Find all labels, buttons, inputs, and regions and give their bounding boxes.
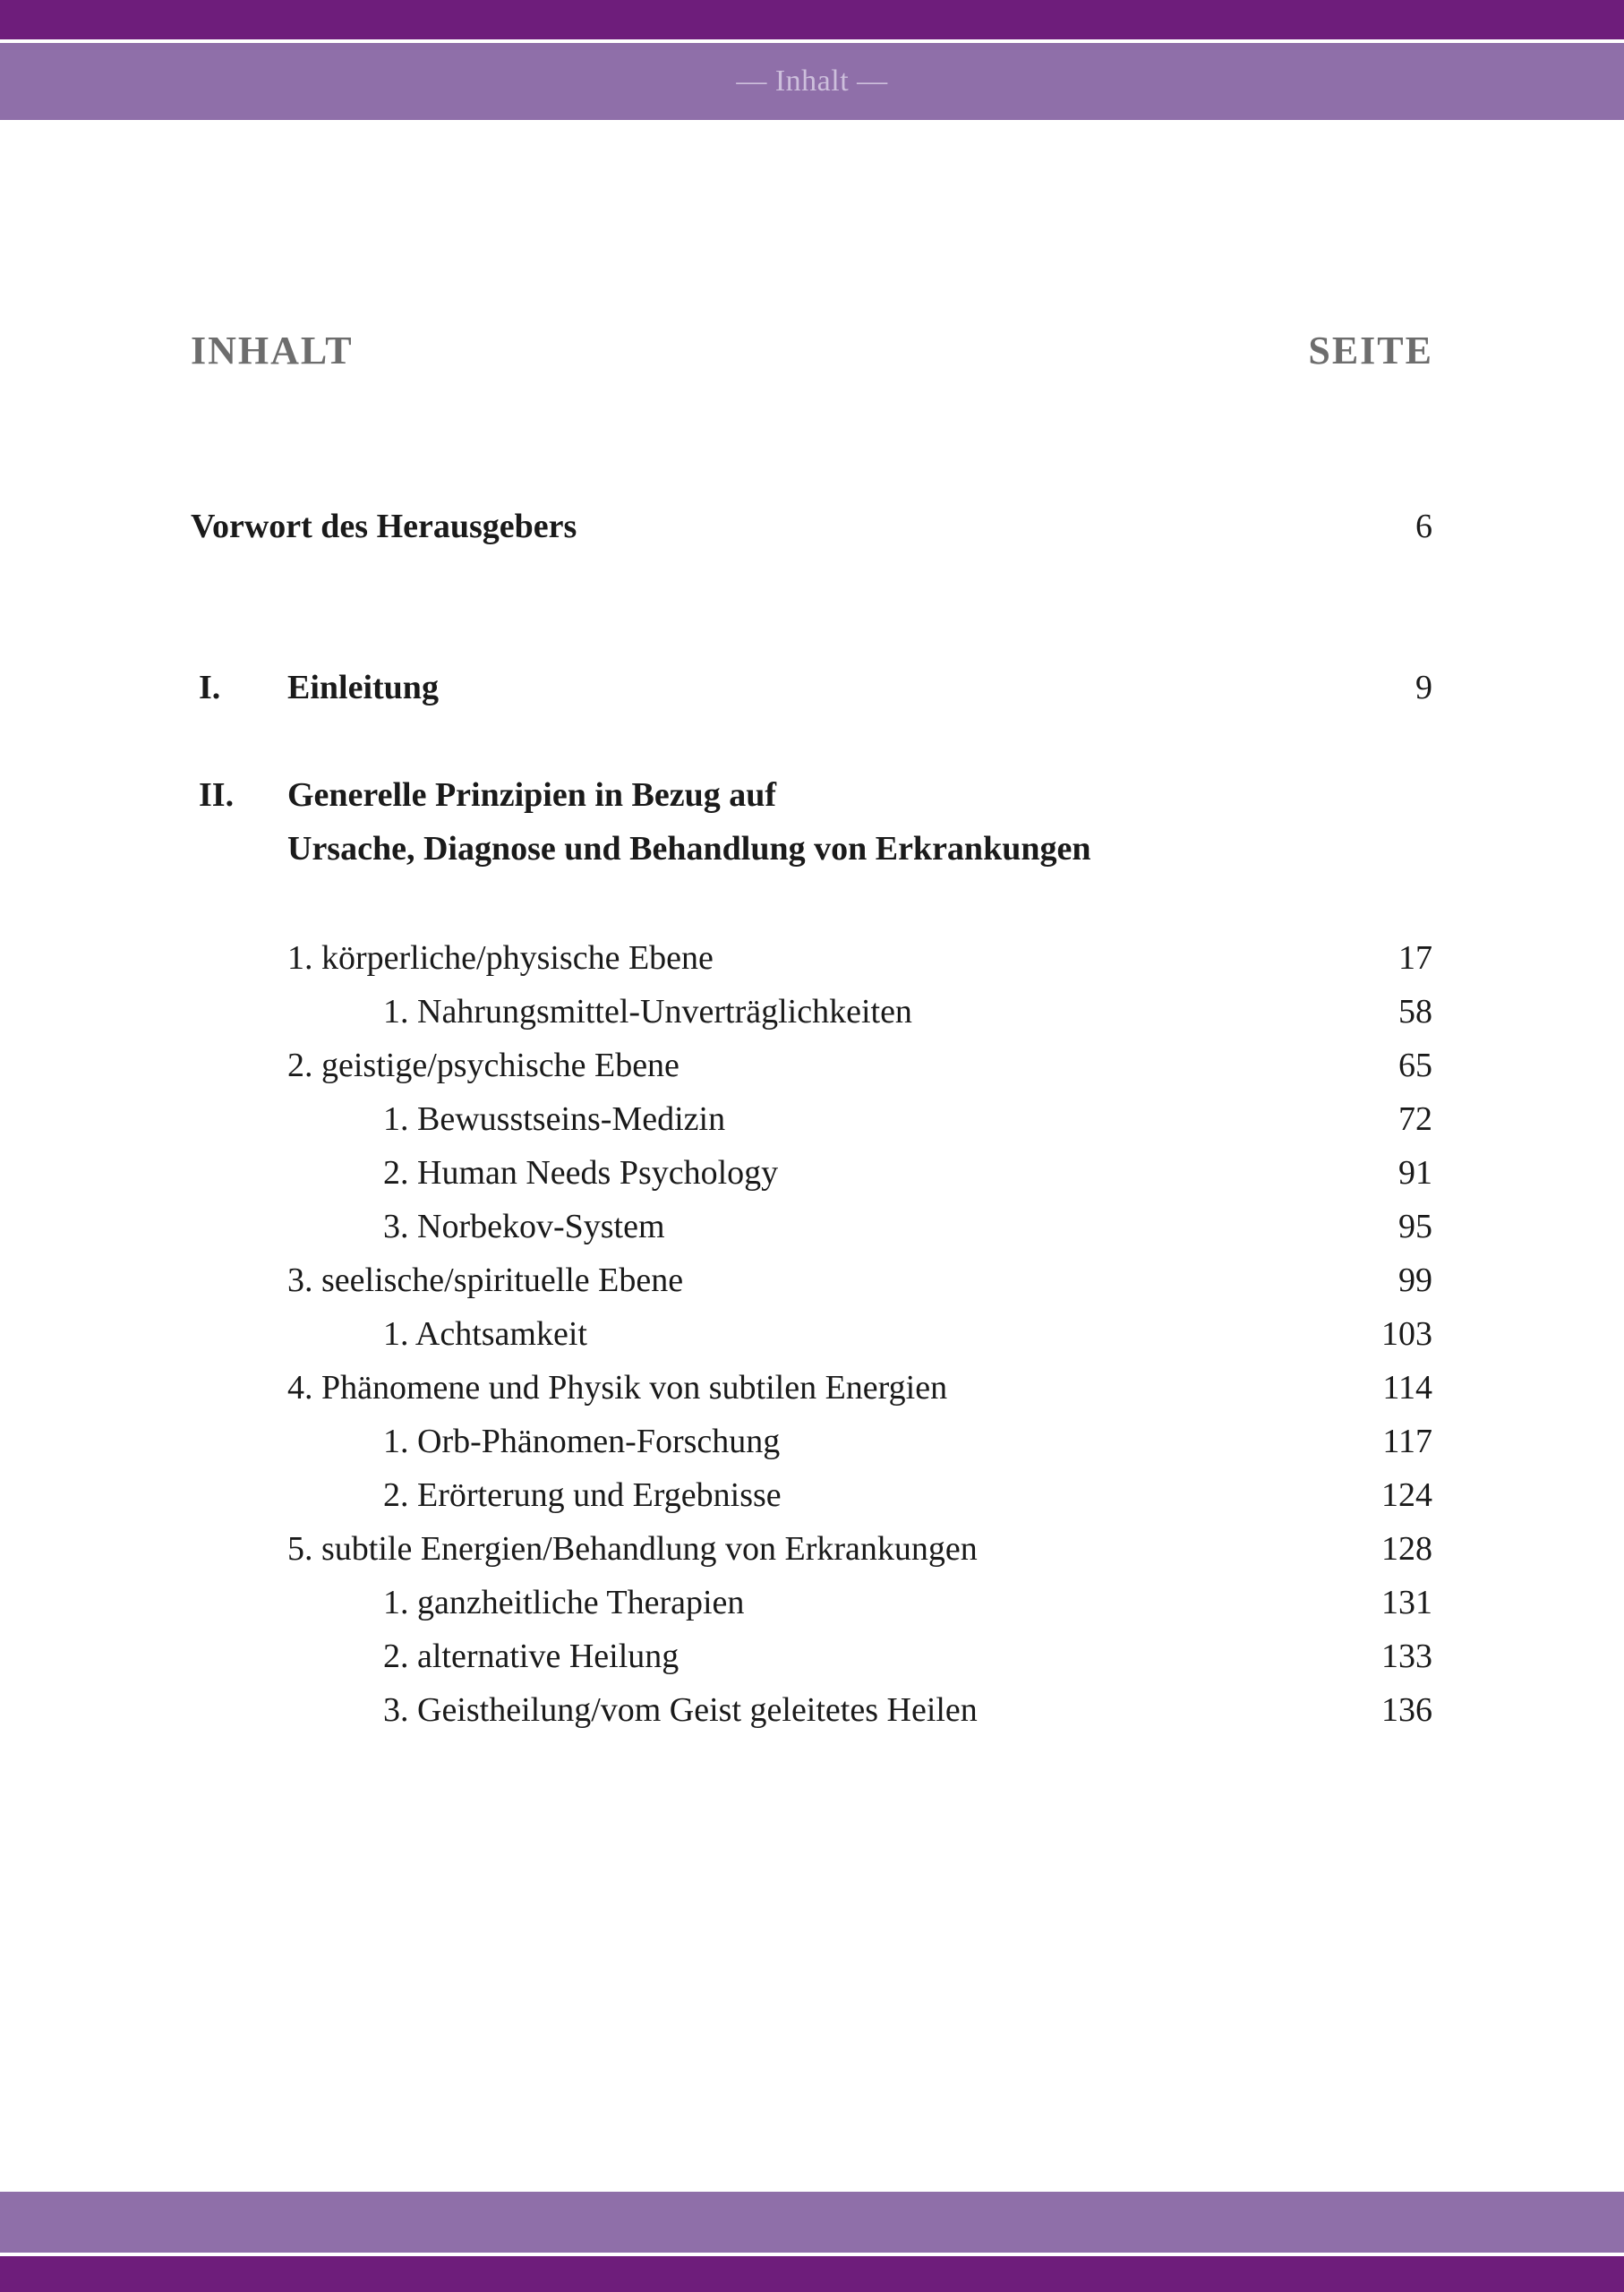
footer-band	[0, 2192, 1624, 2253]
toc-subentry: 1. Bewusstseins-Medizin	[383, 1100, 726, 1138]
toc-entry-page: 72	[1398, 1100, 1432, 1138]
toc-subentry: 2. Human Needs Psychology	[383, 1154, 779, 1192]
page-column-heading: SEITE	[1308, 329, 1433, 372]
preface-title: Vorwort des Herausgebers	[191, 508, 577, 545]
toc-entry-page: 17	[1398, 939, 1432, 977]
running-head: — Inhalt —	[736, 64, 888, 98]
toc-entry-page: 136	[1381, 1691, 1432, 1729]
chapter-1-number: I.	[199, 669, 221, 706]
toc-entry-page: 95	[1398, 1208, 1432, 1245]
toc-entry-page: 114	[1382, 1369, 1432, 1407]
toc-entry-page: 65	[1398, 1047, 1432, 1084]
chapter-2-number: II.	[199, 776, 235, 814]
toc-subentry: 2. alternative Heilung	[383, 1638, 680, 1675]
chapter-2-title-line1: Generelle Prinzipien in Bezug auf	[287, 776, 777, 814]
footer-band-dark	[0, 2256, 1624, 2292]
chapter-1-title: Einleitung	[287, 669, 439, 706]
toc-entry-page: 124	[1381, 1476, 1432, 1514]
toc-entry-page: 128	[1381, 1530, 1432, 1568]
toc-entry-page: 58	[1398, 993, 1432, 1031]
header-band-dark	[0, 0, 1624, 39]
toc-entry: 4. Phänomene und Physik von subtilen Energien	[287, 1369, 948, 1407]
toc-entry: 5. subtile Energien/Behandlung von Erkrankungen	[287, 1530, 978, 1568]
toc-entry-page: 99	[1398, 1261, 1432, 1299]
toc-entry-page: 131	[1381, 1584, 1432, 1621]
toc-entry: 3. seelische/spirituelle Ebene	[287, 1261, 684, 1299]
toc-heading: INHALT	[191, 329, 354, 372]
toc-subentry: 2. Erörterung und Ergebnisse	[383, 1476, 782, 1514]
toc-entry-page: 91	[1398, 1154, 1432, 1192]
chapter-2-title-line2: Ursache, Diagnose und Behandlung von Erkrankungen	[287, 830, 1091, 868]
toc-entry-page: 103	[1381, 1315, 1432, 1353]
chapter-1-page: 9	[1415, 669, 1432, 706]
toc-subentry: 3. Geistheilung/vom Geist geleitetes Heilen	[383, 1691, 978, 1729]
header-band	[0, 43, 1624, 120]
toc-subentry: 1. Nahrungsmittel-Unverträglichkeiten	[383, 993, 912, 1031]
toc-subentry: 1. Orb-Phänomen-Forschung	[383, 1423, 781, 1460]
toc-subentry: 3. Norbekov-System	[383, 1208, 665, 1245]
toc-entry: 2. geistige/psychische Ebene	[287, 1047, 680, 1084]
toc-entry: 1. körperliche/physische Ebene	[287, 939, 714, 977]
toc-subentry: 1. Achtsamkeit	[383, 1315, 587, 1353]
toc-subentry: 1. ganzheitliche Therapien	[383, 1584, 745, 1621]
preface-page: 6	[1415, 508, 1432, 545]
toc-entry-page: 133	[1381, 1638, 1432, 1675]
toc-entry-page: 117	[1382, 1423, 1432, 1460]
